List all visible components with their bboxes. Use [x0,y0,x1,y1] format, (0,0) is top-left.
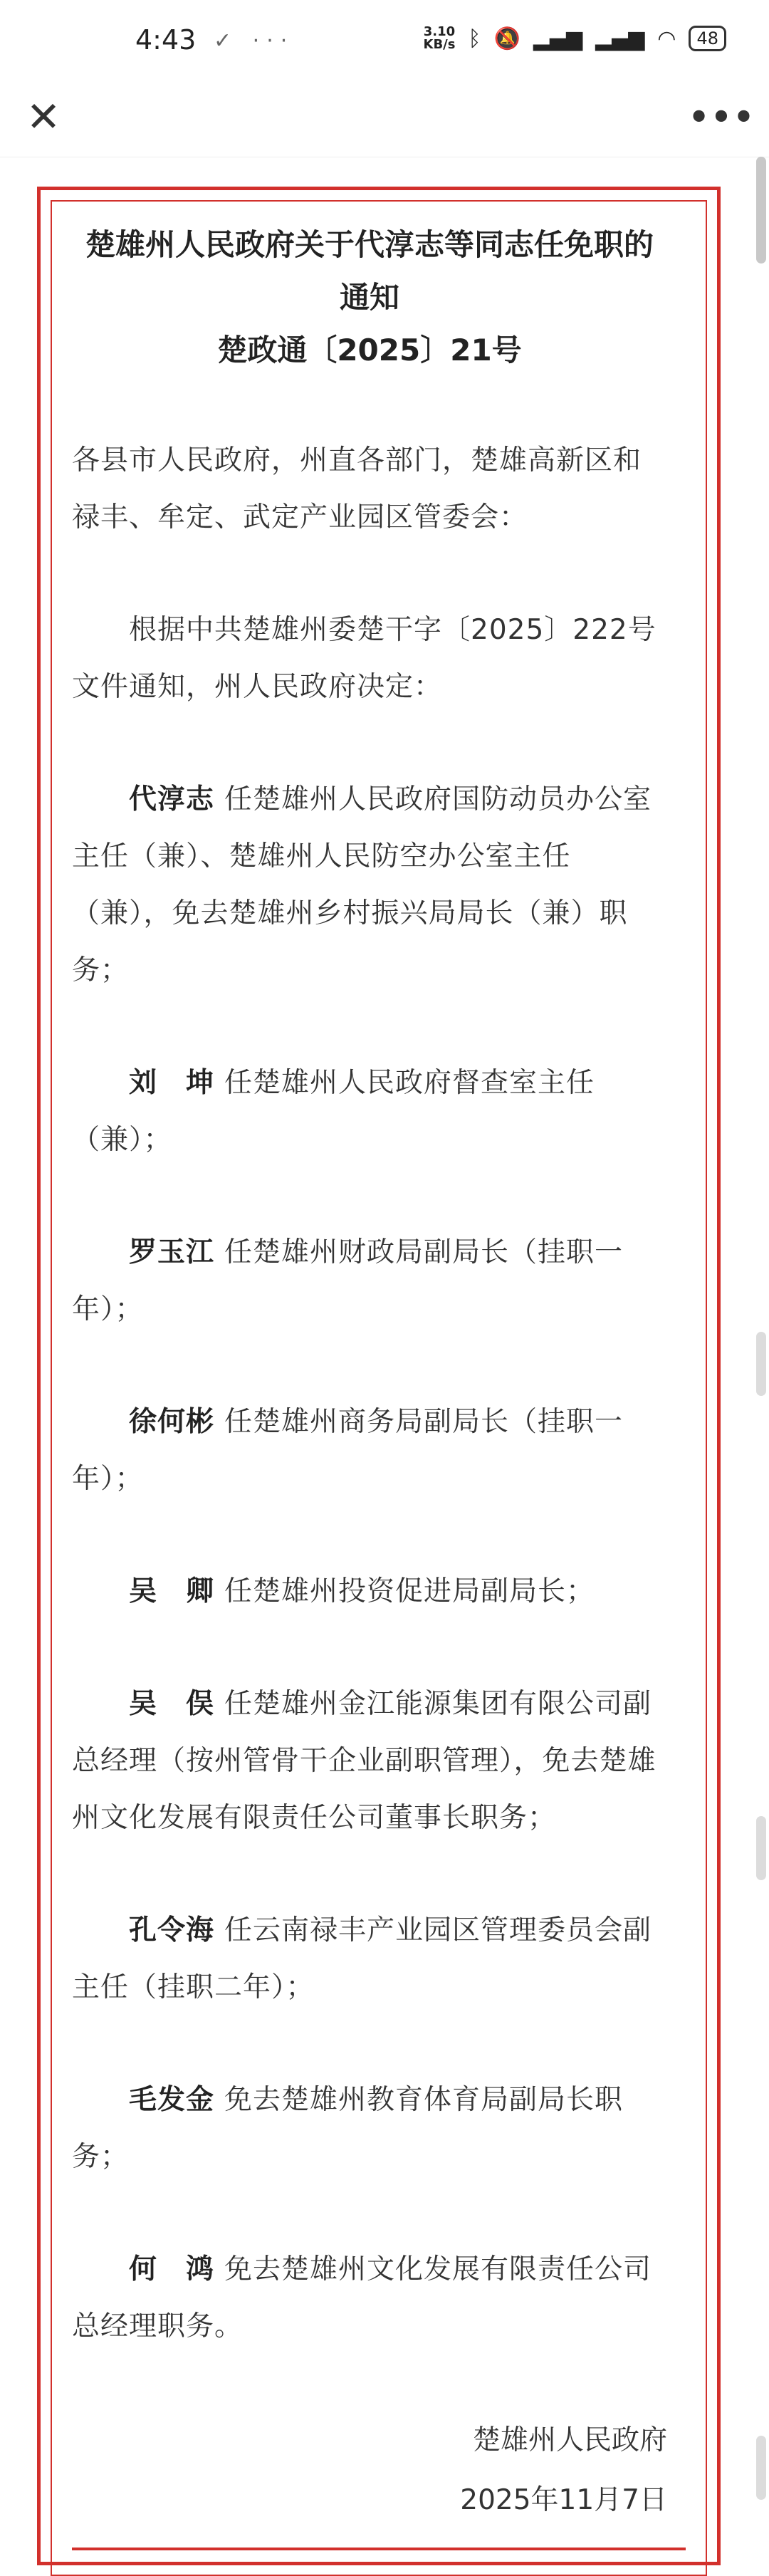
mute-bell-icon: 🔕 [493,26,520,51]
appointment-item [72,1224,667,1338]
appointee-name: 刘 坤 [129,1067,215,1099]
close-icon: ✕ [26,93,61,141]
appointment-text: 任楚雄州人民政府督查室主任（兼）； [72,1067,595,1156]
appointee-name: 罗玉江 [129,1236,215,1268]
appointee-name: 何 鸿 [129,2253,215,2285]
network-speed-value: 3.10 [423,24,456,39]
scroll-marker [756,2436,766,2500]
status-right-group [424,24,727,53]
appointment-item [72,2241,667,2355]
more-dots-icon: ••• [688,98,756,136]
scroll-marker [756,1816,766,1880]
appointee-name: 吴 卿 [129,1575,215,1607]
issue-date: 2025年11月7日 [460,2484,667,2516]
status-bar [0,0,769,78]
signer: 楚雄州人民政府 [472,2424,667,2456]
bottom-red-rule [72,2548,686,2550]
bluetooth-icon: ᛒ [468,26,481,51]
wifi-icon: ◠ [657,26,676,51]
appointment-list [72,716,667,2355]
appointment-text: 任楚雄州投资促进局副局长； [224,1575,595,1607]
document-number: 楚政通〔2025〕21号 [217,333,522,367]
appointment-text: 任楚雄州金江能源集团有限公司副总经理（按州管骨干企业副职管理），免去楚雄州文化发展有限责任公司董事长职务； [72,1688,656,1834]
appointment-text: 任楚雄州人民政府国防动员办公室主任（兼）、楚雄州人民防空办公室主任（兼），免去楚雄州乡村振兴局局长（兼）职务； [72,783,652,986]
appointee-name: 吴 俣 [129,1688,215,1720]
appointee-name: 毛发金 [129,2084,215,2116]
close-button[interactable] [18,91,69,142]
appointment-text: 任楚雄州财政局副局长（挂职一年）； [72,1236,624,1325]
appointment-item [72,771,667,999]
scroll-marker [756,1332,766,1396]
appointment-item [72,1055,667,1169]
appointment-item [72,1902,667,2016]
scrollbar-thumb[interactable] [756,157,766,264]
signal-icon-2: ▂▄▆ [595,26,645,51]
appointment-item [72,1394,667,1508]
network-speed [424,26,456,51]
appointee-name: 徐何彬 [129,1406,215,1438]
notification-icons: ✓ ··· [214,28,295,53]
scrollbar[interactable] [756,157,766,2555]
signal-icon: ▂▄▆ [533,26,583,51]
appointment-item [72,1676,667,1847]
appointment-text: 免去楚雄州文化发展有限责任公司总经理职务。 [72,2253,652,2342]
battery-icon: 48 [689,26,726,51]
appointment-item [72,2072,667,2186]
appointment-text: 任云南禄丰产业园区管理委员会副主任（挂职二年）； [72,1914,652,2003]
document-frame [37,187,721,2565]
status-time: 4:43 [135,24,197,56]
intro-paragraph: 根据中共楚雄州委楚干字〔2025〕222号文件通知，州人民政府决定： [72,614,656,703]
more-options-button[interactable] [688,91,756,142]
appointment-text: 任楚雄州商务局副局长（挂职一年）； [72,1406,624,1495]
appointee-name: 孔令海 [129,1914,215,1946]
appointee-name: 代淳志 [129,783,215,815]
document-body [72,219,667,2530]
top-nav-bar [0,78,769,157]
network-speed-unit: KB/s [423,37,456,52]
salutation: 各县市人民政府，州直各部门，楚雄高新区和禄丰、牟定、武定产业园区管委会： [72,444,642,533]
appointment-text: 免去楚雄州教育体育局副局长职务； [72,2084,624,2173]
appointment-item [72,1563,667,1620]
document-title: 楚雄州人民政府关于代淳志等同志任免职的通知 [85,227,654,315]
